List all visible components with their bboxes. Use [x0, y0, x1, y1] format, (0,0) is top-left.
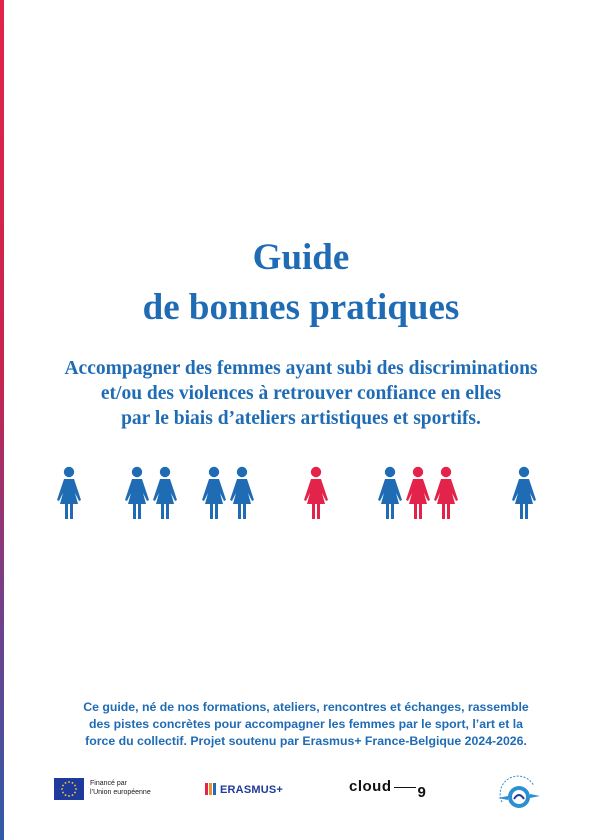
association-logo	[494, 772, 544, 816]
page-edge-stripe	[0, 0, 4, 840]
woman-icon	[433, 466, 459, 520]
erasmus-logo: ERASMUS+	[204, 780, 284, 806]
title-line-2: de bonnes pratiques	[142, 287, 460, 328]
woman-icon	[201, 466, 227, 520]
blurb-line-2: des pistes concrètes pour accompagner les femmes par le sport, l’art et la	[89, 717, 523, 731]
woman-icon	[124, 466, 150, 520]
title-line-1: Guide	[252, 237, 350, 278]
woman-icon	[377, 466, 403, 520]
partner-logos	[0, 770, 602, 820]
woman-icon	[56, 466, 82, 520]
subtitle-line-3: par le biais d’ateliers artistiques et sportifs.	[121, 408, 481, 429]
woman-icon	[152, 466, 178, 520]
eu-flag-logo	[54, 778, 84, 800]
eu-funding-label: Financé par l’Union européenne	[90, 780, 151, 796]
woman-icon	[405, 466, 431, 520]
subtitle-line-2: et/ou des violences à retrouver confiance en elles	[100, 383, 502, 404]
woman-icon	[229, 466, 255, 520]
blurb-line-1: Ce guide, né de nos formations, ateliers, rencontres et échanges, rassemble	[83, 700, 529, 714]
women-figures-row	[0, 466, 602, 522]
blurb-line-3: force du collectif. Projet soutenu par Erasmus+ France-Belgique 2024-2026.	[85, 734, 527, 748]
subtitle-line-1: Accompagner des femmes ayant subi des discriminations	[64, 358, 538, 379]
cloud9-logo: cloud 9	[349, 778, 427, 801]
woman-icon	[303, 466, 329, 520]
woman-icon	[511, 466, 537, 520]
